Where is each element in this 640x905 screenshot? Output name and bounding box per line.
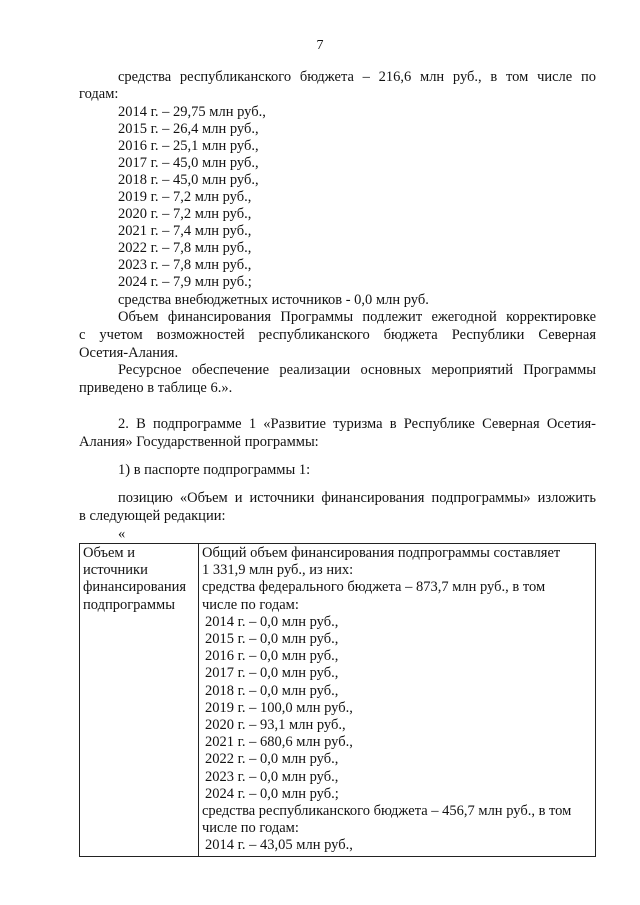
federal-year-item: 2020 г. – 93,1 млн руб.,: [205, 717, 346, 734]
federal-year-item: 2017 г. – 0,0 млн руб.,: [205, 665, 339, 682]
rep-year-item: 2014 г. – 43,05 млн руб.,: [205, 837, 353, 854]
rep-line2: числе по годам:: [202, 820, 299, 837]
year-item: 2024 г. – 7,9 млн руб.;: [118, 274, 252, 290]
year-item: 2014 г. – 29,75 млн руб.,: [118, 104, 266, 120]
federal-year-item: 2019 г. – 100,0 млн руб.,: [205, 699, 353, 716]
year-item: 2019 г. – 7,2 млн руб.,: [118, 189, 252, 205]
extrabudget-line: средства внебюджетных источников - 0,0 млн руб.: [118, 292, 429, 308]
federal-year-item: 2015 г. – 0,0 млн руб.,: [205, 631, 339, 648]
passport-table: [79, 543, 596, 857]
page-number: 7: [316, 38, 324, 53]
federal-year-item: 2021 г. – 680,6 млн руб.,: [205, 734, 353, 751]
label-line: Объем и: [83, 545, 135, 561]
item2-line1: 2. В подпрограмме 1 «Развитие туризма в Республике Северная Осетия-: [118, 416, 596, 432]
table-row: [80, 544, 596, 857]
position-line2: в следующей редакции:: [79, 508, 226, 524]
volume-line3: Осетия-Алания.: [79, 345, 179, 361]
volume-line1: Объем финансирования Программы подлежит ежегодной корректировке: [118, 309, 596, 325]
year-item: 2023 г. – 7,8 млн руб.,: [118, 257, 252, 273]
federal-year-item: 2016 г. – 0,0 млн руб.,: [205, 648, 339, 665]
position-line1: позицию «Объем и источники финансирования подпрограммы» изложить: [118, 490, 596, 506]
federal-year-item: 2023 г. – 0,0 млн руб.,: [205, 768, 339, 785]
federal-year-item: 2018 г. – 0,0 млн руб.,: [205, 682, 339, 699]
rep-budget-line1: средства республиканского бюджета – 216,6 млн руб., в том числе по: [118, 69, 596, 85]
table-cell-content: [199, 544, 596, 857]
year-item: 2020 г. – 7,2 млн руб.,: [118, 206, 252, 222]
total-line1: Общий объем финансирования подпрограммы составляет: [202, 545, 561, 561]
year-item: 2016 г. – 25,1 млн руб.,: [118, 138, 259, 154]
year-item: 2015 г. – 26,4 млн руб.,: [118, 121, 259, 137]
federal-year-item: 2022 г. – 0,0 млн руб.,: [205, 751, 339, 768]
rep-line1: средства республиканского бюджета – 456,7 млн руб., в том: [202, 803, 572, 820]
total-line2: 1 331,9 млн руб., из них:: [202, 562, 354, 579]
label-line: финансирования: [83, 579, 187, 596]
item2-line2: Алания» Государственной программы:: [79, 434, 319, 450]
table-cell-label: [80, 544, 199, 857]
federal-line2: числе по годам:: [202, 596, 299, 613]
quote-open: «: [118, 526, 126, 542]
rep-budget-line2: годам:: [79, 86, 119, 102]
year-item: 2017 г. – 45,0 млн руб.,: [118, 155, 259, 171]
label-line: подпрограммы: [83, 596, 175, 613]
federal-line1: средства федерального бюджета – 873,7 млн руб., в том: [202, 579, 546, 596]
resource-line1: Ресурсное обеспечение реализации основных мероприятий Программы: [118, 362, 596, 378]
federal-year-item: 2014 г. – 0,0 млн руб.,: [205, 613, 339, 630]
label-line: источники: [83, 562, 148, 579]
year-item: 2021 г. – 7,4 млн руб.,: [118, 223, 252, 239]
federal-year-item: 2024 г. – 0,0 млн руб.;: [205, 785, 339, 802]
year-item: 2018 г. – 45,0 млн руб.,: [118, 172, 259, 188]
resource-line2: приведено в таблице 6.».: [79, 380, 233, 396]
year-item: 2022 г. – 7,8 млн руб.,: [118, 240, 252, 256]
volume-line2: с учетом возможностей республиканского бюджета Республики Северная: [79, 327, 596, 343]
subitem-line: 1) в паспорте подпрограммы 1:: [118, 462, 311, 478]
